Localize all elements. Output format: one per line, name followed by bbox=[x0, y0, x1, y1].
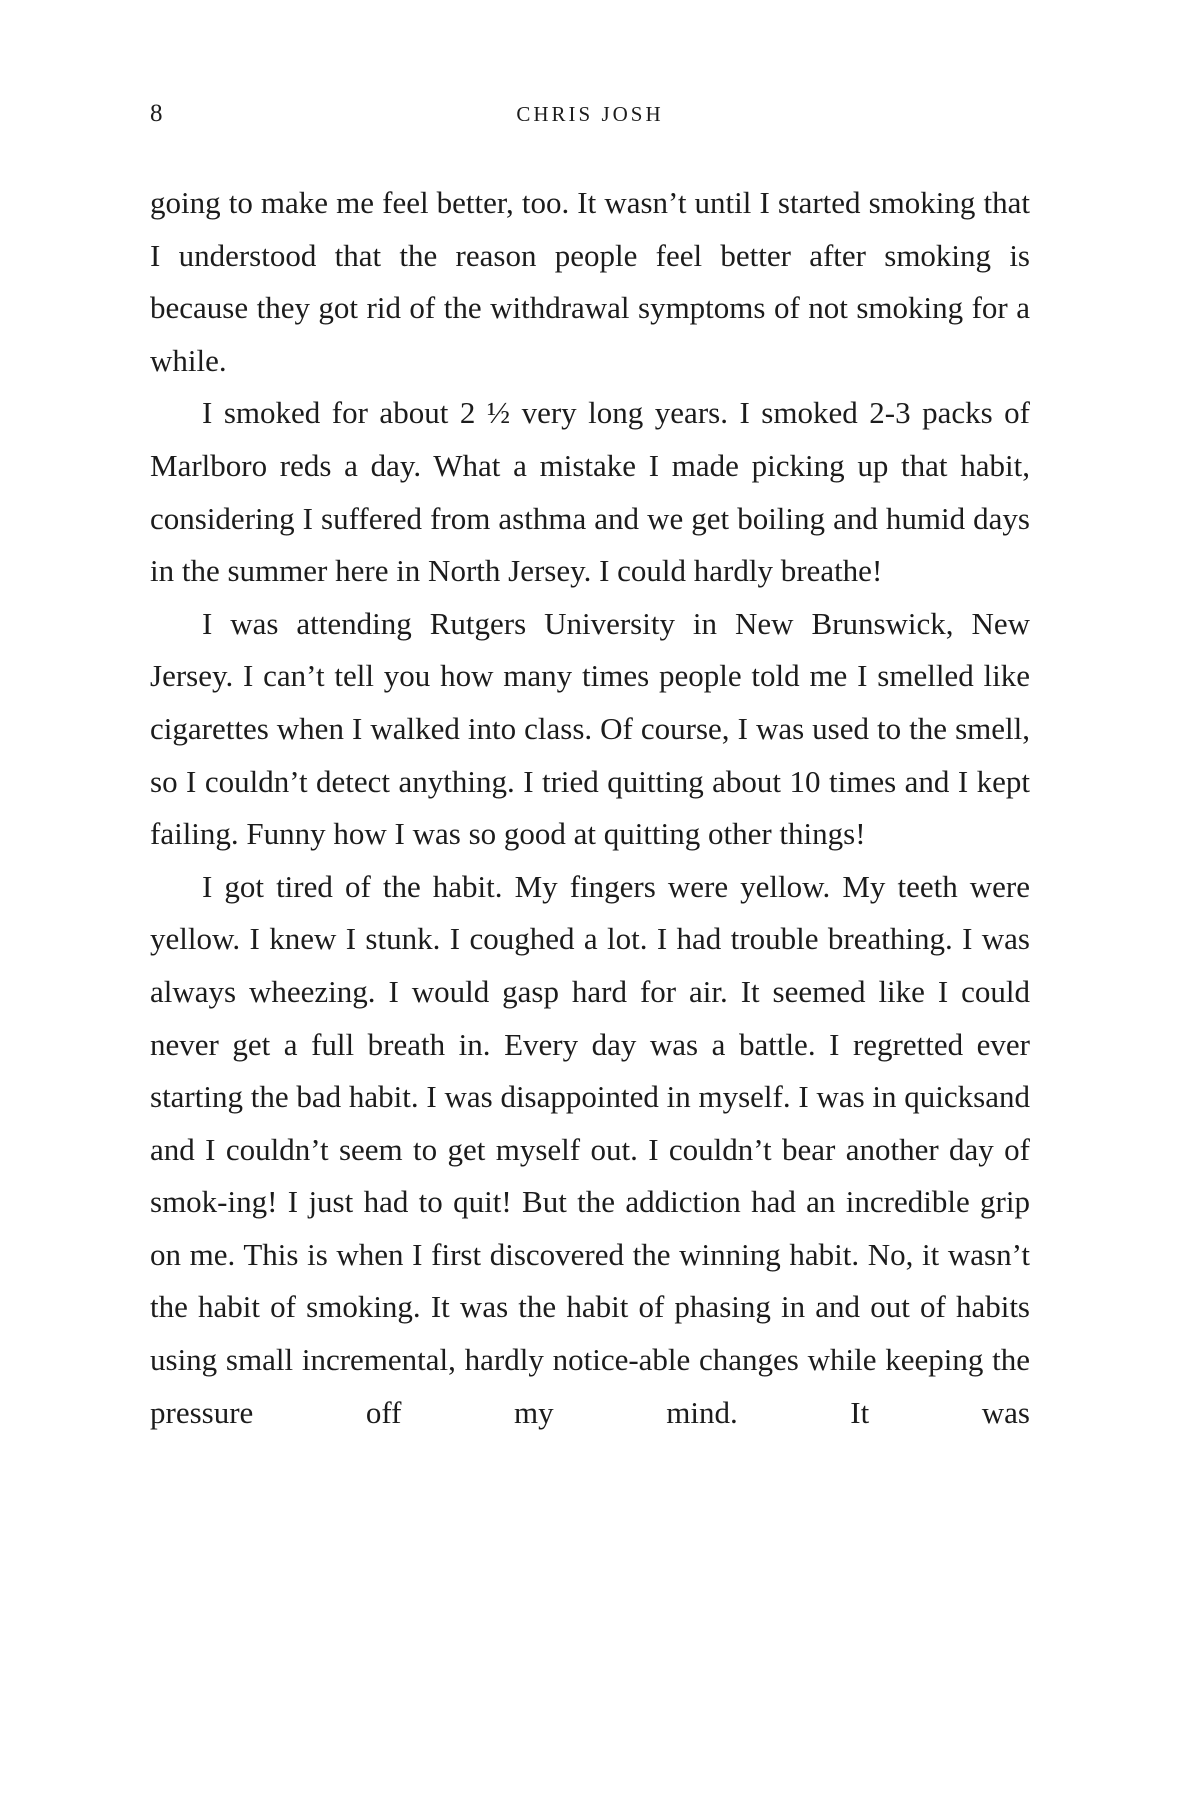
body-text bbox=[150, 177, 1030, 1439]
paragraph: going to make me feel better, too. It wasn’t until I started smoking that I understood that the reason people feel better after smoking is because they got rid of the withdrawal symptoms of not smoking for a while. bbox=[150, 185, 1030, 378]
running-head: CHRIS JOSH bbox=[516, 102, 664, 126]
page-number: 8 bbox=[150, 100, 163, 127]
paragraph: I smoked for about 2 ½ very long years. I smoked 2-3 packs of Marlboro reds a day. What a mistake I made picking up that habit, considering I suffered from asthma and we get boiling and humid days in the summer here in North Jersey. I could hardly breathe! bbox=[150, 395, 1030, 589]
page-header bbox=[150, 100, 1030, 140]
paragraph: I was attending Rutgers University in New Brunswick, New Jersey. I can’t tell you how many times people told me I smelled like cigarettes when I walked into class. Of course, I was used to the smell, so I couldn’t detect anything. I tried quitting about 10 times and I kept failing. Funny how I was so good at quitting other things! bbox=[150, 605, 1030, 852]
paragraph: I got tired of the habit. My fingers were yellow. My teeth were yellow. I knew I stunk. I coughed a lot. I had trouble breathing. I was always wheezing. I would gasp hard for air. It seemed like I could never get a full breath in. Every day was a battle. I regretted ever starting the bad habit. I was disappointed in myself. I was in quicksand and I couldn’t seem to get myself out. I couldn’t bear another day of smok-ing! I just had to quit! But the addiction had an incredible grip on me. This is when I first discovered the winning habit. No, it wasn’t the habit of smoking. It was the habit of phasing in and out of habits using small incremental, hardly notice-able changes while keeping the pressure off my mind. It was bbox=[150, 868, 1030, 1430]
